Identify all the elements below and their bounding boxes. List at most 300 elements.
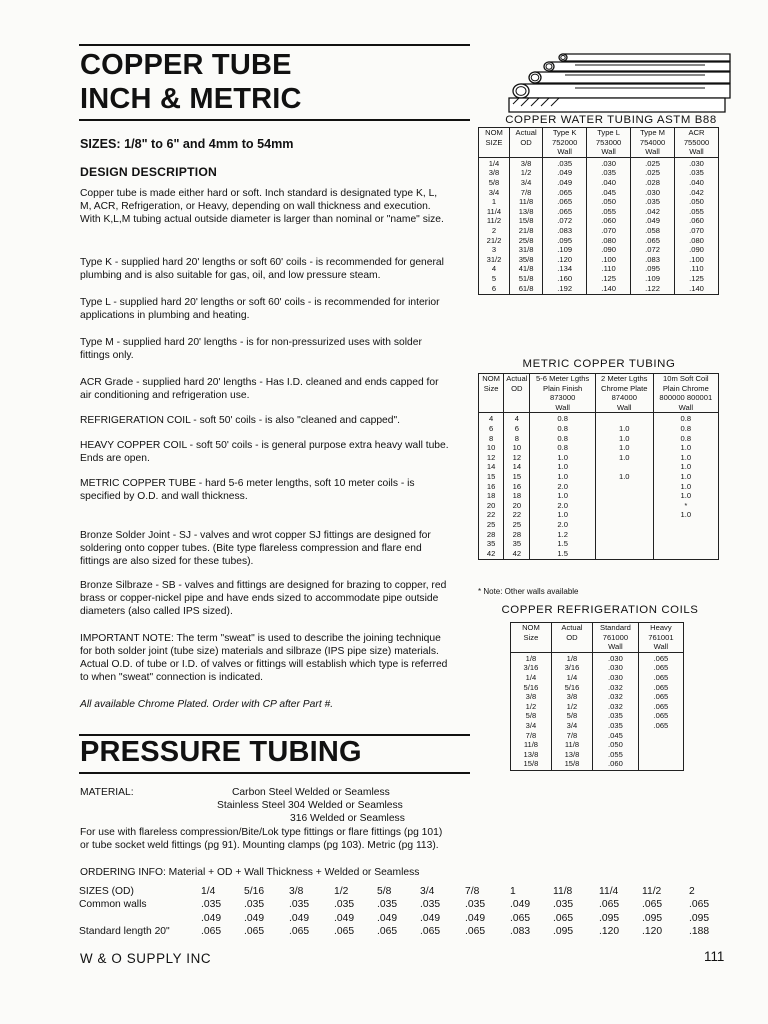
table-cell: .040	[587, 178, 631, 188]
table-row	[479, 462, 719, 472]
table-cell: .072	[543, 216, 587, 226]
table-cell: 15	[504, 472, 530, 482]
water-header-line: Wall	[645, 147, 660, 157]
table-row	[479, 539, 719, 549]
table-row	[479, 197, 719, 207]
table-cell: 3/4	[511, 721, 552, 731]
table-row	[511, 759, 684, 770]
metric-header-3	[595, 374, 653, 413]
table-cell: .122	[631, 284, 675, 295]
refrig-header-line: 761000	[602, 632, 629, 642]
row-value: 1	[510, 886, 516, 897]
table-row	[479, 434, 719, 444]
row-value: .035	[377, 899, 398, 910]
table-cell: 3/8	[479, 168, 510, 178]
metric-header-line: Actual	[506, 374, 528, 383]
table-cell: 12	[479, 453, 504, 463]
table-cell: 1/4	[551, 673, 592, 683]
paragraph-solder-joint: Bronze Solder Joint - SJ - valves and wrot copper SJ fittings are designed for soldering onto copper tubes. (Bite type flareless compression and flare end fittings are also sized for these tubes).	[80, 530, 431, 568]
table-cell	[653, 520, 718, 530]
table-cell: 3/8	[509, 157, 542, 168]
table-row	[511, 663, 684, 673]
table-cell: 21/8	[509, 226, 542, 236]
table-cell: 3/4	[509, 178, 542, 188]
row-value: 3/4	[420, 886, 435, 897]
paragraph-metric: METRIC COPPER TUBE - hard 5-6 meter lengths, soft 10 meter coils - is specified by O.D. and wall thickness.	[80, 478, 415, 503]
table-cell: .030	[675, 157, 719, 168]
table-cell: 18	[504, 491, 530, 501]
table-cell: 20	[504, 501, 530, 511]
table-row	[511, 740, 684, 750]
row-value: .065	[465, 926, 486, 937]
table-row	[511, 683, 684, 693]
table-cell: .035	[675, 168, 719, 178]
table-cell: .140	[675, 284, 719, 295]
table-cell: .055	[593, 750, 639, 760]
table-cell: 2	[479, 226, 510, 236]
row-value: .035	[244, 899, 265, 910]
water-header-line: OD	[520, 137, 532, 147]
table-cell: .083	[631, 255, 675, 265]
metric-header-line: Plain Chrome	[662, 383, 709, 393]
table-cell	[595, 530, 653, 540]
table-cell: 35	[479, 539, 504, 549]
refrig-header-3	[638, 623, 683, 653]
table-cell: 1.5	[530, 539, 595, 549]
refrig-header-line: 761001	[648, 632, 674, 642]
table-row	[511, 692, 684, 702]
table-row	[511, 721, 684, 731]
metric-header-line: Chrome Plate	[601, 383, 648, 393]
table-cell: 3/4	[479, 188, 510, 198]
water-header-line: SIZE	[485, 137, 503, 147]
use-line-1: For use with flareless compression/Bite/Lok type fittings or flare fittings (pg 101)	[80, 827, 443, 838]
table-cell: .134	[543, 264, 587, 274]
water-header-0	[479, 128, 510, 158]
table-cell	[595, 413, 653, 424]
water-tubing-title: COPPER WATER TUBING ASTM B88	[505, 114, 717, 126]
metric-header-line: Wall	[555, 402, 570, 412]
table-row	[479, 216, 719, 226]
row-label: SIZES (OD)	[79, 886, 134, 897]
table-cell: 1/2	[509, 168, 542, 178]
refrig-header-line: Wall	[653, 642, 669, 652]
water-header-line: 755000	[683, 137, 710, 147]
water-header-1	[509, 128, 542, 158]
title-top-rule	[79, 44, 470, 46]
row-value: .065	[201, 926, 222, 937]
metric-header-line: 873000	[549, 393, 576, 403]
table-cell: 0.8	[530, 443, 595, 453]
row-label: Standard length 20"	[79, 926, 170, 937]
row-value: 1/4	[201, 886, 216, 897]
table-row	[479, 472, 719, 482]
table-cell: 1.0	[653, 453, 718, 463]
refrig-header-1	[551, 623, 592, 653]
row-value: 1/2	[334, 886, 349, 897]
refrig-coils-title: COPPER REFRIGERATION COILS	[501, 604, 699, 616]
water-header-line: ACR	[688, 128, 705, 137]
table-row	[511, 673, 684, 683]
metric-tubing-table	[478, 373, 719, 560]
table-cell: 0.8	[653, 424, 718, 434]
paragraph-heavy-coil: HEAVY COPPER COIL - soft 50' coils - is general purpose extra heavy wall tube. Ends are open.	[80, 440, 449, 465]
row-value: .035	[334, 899, 355, 910]
table-cell: 10	[479, 443, 504, 453]
table-cell: .100	[675, 255, 719, 265]
water-tubing-table	[478, 127, 719, 295]
table-cell: 5/8	[551, 711, 592, 721]
use-line-2: or tube socket weld fittings (pg 91). Mounting clamps (pg 103). Metric (pg 113).	[80, 840, 439, 851]
water-header-line: 754000	[639, 137, 666, 147]
table-cell	[595, 482, 653, 492]
table-cell: 31/2	[479, 255, 510, 265]
water-header-line: 753000	[595, 137, 622, 147]
metric-note: * Note: Other walls available	[478, 587, 579, 596]
row-value: .065	[289, 926, 310, 937]
table-row	[511, 652, 684, 663]
table-cell: .090	[587, 245, 631, 255]
material-carbon: Carbon Steel Welded or Seamless	[232, 787, 390, 798]
water-header-line: Type K	[552, 128, 577, 137]
table-row	[479, 520, 719, 530]
water-header-line: 752000	[551, 137, 578, 147]
table-cell: .035	[593, 721, 639, 731]
table-cell: 11/2	[479, 216, 510, 226]
table-cell	[595, 510, 653, 520]
table-row	[479, 501, 719, 511]
table-cell: 4	[479, 413, 504, 424]
paragraph-silbraze: Bronze Silbraze - SB - valves and fittings are designed for brazing to copper, red brass or copper-nickel pipe and have ends sized to accommodate pipe outside diameters (also called IPS sized).	[80, 580, 447, 618]
page-title-line1: COPPER TUBE	[80, 49, 292, 81]
water-header-line: Wall	[557, 147, 572, 157]
row-value: .049	[510, 899, 531, 910]
table-cell: .060	[593, 759, 639, 770]
table-cell: .045	[593, 731, 639, 741]
table-cell: 25	[479, 520, 504, 530]
table-cell	[638, 731, 683, 741]
table-row	[479, 491, 719, 501]
table-cell: 1.0	[653, 491, 718, 501]
refrig-header-line: NOM	[522, 623, 540, 632]
table-cell: 7/8	[511, 731, 552, 741]
table-cell: .055	[587, 207, 631, 217]
water-header-line: NOM	[485, 128, 503, 137]
table-cell: .070	[675, 226, 719, 236]
table-cell: .035	[631, 197, 675, 207]
table-cell: 22	[504, 510, 530, 520]
table-cell: .025	[631, 168, 675, 178]
table-cell: 1/2	[551, 702, 592, 712]
table-cell: 61/8	[509, 284, 542, 295]
water-header-line: Wall	[601, 147, 616, 157]
table-cell: 1.0	[595, 434, 653, 444]
table-cell: .058	[631, 226, 675, 236]
table-cell: 2.0	[530, 520, 595, 530]
table-cell: .042	[631, 207, 675, 217]
water-header-line: Type M	[640, 128, 665, 137]
row-value: 5/16	[244, 886, 265, 897]
pressure-title: PRESSURE TUBING	[80, 736, 362, 768]
material-ss304: Stainless Steel 304 Welded or Seamless	[217, 800, 403, 811]
table-row	[479, 188, 719, 198]
table-row	[479, 226, 719, 236]
table-cell: .065	[543, 207, 587, 217]
page-number: 111	[704, 949, 725, 964]
metric-header-line: OD	[511, 383, 523, 393]
table-cell	[653, 549, 718, 560]
table-cell: .125	[675, 274, 719, 284]
refrig-header-line: Size	[523, 632, 539, 642]
table-row	[479, 453, 719, 463]
table-cell: 14	[479, 462, 504, 472]
table-cell: 1.2	[530, 530, 595, 540]
refrig-header-line: OD	[566, 632, 578, 642]
table-cell: 0.8	[530, 434, 595, 444]
refrig-header-line: Standard	[600, 623, 631, 632]
table-cell: 42	[479, 549, 504, 560]
row-value: 7/8	[465, 886, 480, 897]
metric-header-line: Size	[483, 383, 499, 393]
table-cell: 5/8	[479, 178, 510, 188]
table-cell: 1.0	[530, 510, 595, 520]
water-header-3	[587, 128, 631, 158]
table-cell: 0.8	[530, 413, 595, 424]
table-cell: 18	[479, 491, 504, 501]
ordering-info: ORDERING INFO: Material + OD + Wall Thickness + Welded or Seamless	[80, 867, 420, 878]
table-row	[479, 549, 719, 560]
table-cell: .095	[631, 264, 675, 274]
row-value: .035	[289, 899, 310, 910]
row-value: .035	[201, 899, 222, 910]
table-cell: .032	[593, 683, 639, 693]
table-cell: 3/4	[551, 721, 592, 731]
table-cell: .030	[593, 652, 639, 663]
table-cell: 0.8	[653, 413, 718, 424]
table-cell: 25/8	[509, 236, 542, 246]
copper-tubes-illustration	[505, 48, 735, 116]
table-cell: .030	[631, 188, 675, 198]
row-value: .095	[553, 926, 574, 937]
table-cell: .050	[587, 197, 631, 207]
table-row	[479, 413, 719, 424]
table-cell: 1.0	[595, 453, 653, 463]
row-value: .065	[553, 913, 574, 924]
row-value: .049	[420, 913, 441, 924]
table-cell: 28	[504, 530, 530, 540]
table-cell: .065	[638, 683, 683, 693]
table-cell: .083	[543, 226, 587, 236]
table-cell	[595, 462, 653, 472]
metric-header-line: 10m Soft Coil	[663, 374, 709, 383]
table-row	[479, 274, 719, 284]
table-cell: 41/8	[509, 264, 542, 274]
row-value: .065	[334, 926, 355, 937]
table-cell: .042	[675, 188, 719, 198]
row-value: .049	[377, 913, 398, 924]
table-cell: .160	[543, 274, 587, 284]
table-cell: .100	[587, 255, 631, 265]
table-cell: .032	[593, 702, 639, 712]
table-cell: 3/8	[511, 692, 552, 702]
table-row	[479, 178, 719, 188]
table-cell: .192	[543, 284, 587, 295]
metric-header-line: 5-6 Meter Lgths	[536, 374, 590, 383]
table-cell: 1.0	[653, 443, 718, 453]
water-header-line: Type L	[597, 128, 620, 137]
table-cell: 28	[479, 530, 504, 540]
table-cell: 1/4	[479, 157, 510, 168]
footer-company: W & O SUPPLY INC	[80, 951, 212, 966]
design-heading: DESIGN DESCRIPTION	[80, 165, 218, 179]
table-cell: .045	[587, 188, 631, 198]
table-row	[479, 236, 719, 246]
row-value: .083	[510, 926, 531, 937]
table-cell: 2.0	[530, 482, 595, 492]
table-cell: .030	[587, 157, 631, 168]
refrig-header-line: Wall	[608, 642, 623, 652]
table-cell: 42	[504, 549, 530, 560]
metric-tubing-title: METRIC COPPER TUBING	[522, 358, 676, 370]
design-text	[80, 187, 450, 711]
water-header-line: Wall	[689, 147, 704, 157]
table-cell: 22	[479, 510, 504, 520]
table-cell: .025	[631, 157, 675, 168]
page-title-line2: INCH & METRIC	[80, 83, 302, 115]
table-cell: 1.0	[595, 472, 653, 482]
table-cell: .065	[638, 702, 683, 712]
table-cell: 10	[504, 443, 530, 453]
row-value: .049	[244, 913, 265, 924]
table-cell: .110	[587, 264, 631, 274]
material-316: 316 Welded or Seamless	[290, 813, 405, 824]
table-cell: 11/4	[479, 207, 510, 217]
table-cell: .060	[675, 216, 719, 226]
paragraph-type-k: Type K - supplied hard 20' lengths or soft 60' coils - is recommended for general plumbing and is also suitable for gas, oil, and low pressure steam.	[80, 257, 444, 282]
table-cell: 1	[479, 197, 510, 207]
table-row	[479, 443, 719, 453]
table-cell	[595, 539, 653, 549]
table-cell: 3/16	[551, 663, 592, 673]
table-cell: .080	[587, 236, 631, 246]
table-row	[479, 424, 719, 434]
table-cell: 5/8	[511, 711, 552, 721]
table-cell: 1.0	[653, 510, 718, 520]
metric-header-line: 2 Meter Lgths	[601, 374, 648, 383]
paragraph-acr: ACR Grade - supplied hard 20' lengths - Has I.D. cleaned and ends capped for air conditioning and refrigeration use.	[80, 377, 439, 402]
table-cell: .120	[543, 255, 587, 265]
metric-header-line: 874000	[611, 393, 637, 403]
row-value: 11/2	[642, 886, 662, 897]
table-cell: 3	[479, 245, 510, 255]
metric-header-line: Plain Finish	[543, 383, 583, 393]
table-cell: 8	[479, 434, 504, 444]
table-cell: 5	[479, 274, 510, 284]
table-cell: 13/8	[509, 207, 542, 217]
table-cell: 14	[504, 462, 530, 472]
refrig-header-line: Heavy	[650, 623, 672, 632]
row-value: .188	[689, 926, 710, 937]
table-cell: 16	[504, 482, 530, 492]
row-value: .065	[689, 899, 710, 910]
table-cell: .065	[543, 188, 587, 198]
table-cell: 1.0	[530, 472, 595, 482]
table-cell: 15	[479, 472, 504, 482]
table-cell	[653, 539, 718, 549]
metric-header-2	[530, 374, 595, 413]
row-value: .049	[289, 913, 310, 924]
sizes-line: SIZES: 1/8" to 6" and 4mm to 54mm	[80, 137, 294, 151]
paragraph-type-l: Type L - supplied hard 20' lengths or soft 60' coils - is recommended for interior applications in plumbing and heating.	[80, 297, 440, 322]
metric-header-line: Wall	[617, 402, 632, 412]
table-cell: .028	[631, 178, 675, 188]
table-cell: .065	[638, 663, 683, 673]
table-cell: .125	[587, 274, 631, 284]
table-cell: 11/8	[511, 740, 552, 750]
refrig-header-0	[511, 623, 552, 653]
metric-header-0	[479, 374, 504, 413]
table-cell: .032	[593, 692, 639, 702]
table-cell: 25	[504, 520, 530, 530]
table-cell: 15/8	[511, 759, 552, 770]
water-header-5	[675, 128, 719, 158]
metric-header-line: 800000 800001	[659, 393, 713, 403]
table-cell: .035	[587, 168, 631, 178]
table-cell: .049	[543, 168, 587, 178]
table-cell: .065	[638, 673, 683, 683]
row-value: .120	[599, 926, 620, 937]
paragraph-tube-types: Copper tube is made either hard or soft. Inch standard is designated type K, L, M, ACR, Refrigeration, or Heavy, depending on wall thickness and execution. With K,L,M tubing actual outside diameter is larger than nominal or "name" size.	[80, 188, 444, 226]
row-value: .065	[599, 899, 620, 910]
table-cell: 1.0	[653, 482, 718, 492]
table-cell: 1/2	[511, 702, 552, 712]
row-value: .065	[642, 899, 663, 910]
row-value: .120	[642, 926, 663, 937]
table-row	[511, 731, 684, 741]
row-value: 11/4	[599, 886, 619, 897]
row-value: .065	[420, 926, 441, 937]
table-row	[479, 168, 719, 178]
paragraph-type-m: Type M - supplied hard 20' lengths - is for non-pressurized uses with solder fittings only.	[80, 337, 422, 362]
paragraph-important-note: IMPORTANT NOTE: The term "sweat" is used to describe the joining technique for both solder joint (tube size) materials and silbraze (IPS pipe size) materials. Actual O.D. of tube or I.D. of valves or fittings will establish which type is referred to when "sweat" connection is indicated.	[80, 633, 448, 684]
table-cell	[595, 501, 653, 511]
table-cell: 3/16	[511, 663, 552, 673]
table-cell: .065	[631, 236, 675, 246]
table-cell: .035	[543, 157, 587, 168]
table-cell: 1.5	[530, 549, 595, 560]
row-value: .065	[244, 926, 265, 937]
table-cell: 6	[504, 424, 530, 434]
table-cell: 12	[504, 453, 530, 463]
table-cell: 1.0	[530, 462, 595, 472]
table-row	[479, 157, 719, 168]
table-cell: *	[653, 501, 718, 511]
table-cell: .090	[675, 245, 719, 255]
table-row	[479, 245, 719, 255]
paragraph-chrome-plated: All available Chrome Plated. Order with CP after Part #.	[80, 699, 334, 710]
table-cell: 21/2	[479, 236, 510, 246]
table-cell: .072	[631, 245, 675, 255]
table-cell	[638, 740, 683, 750]
row-value: .095	[599, 913, 620, 924]
table-cell: 1/4	[511, 673, 552, 683]
table-row	[479, 510, 719, 520]
table-cell: 11/8	[509, 197, 542, 207]
row-label: Common walls	[79, 899, 147, 910]
row-value: 5/8	[377, 886, 392, 897]
table-cell: .050	[675, 197, 719, 207]
row-value: .035	[465, 899, 486, 910]
